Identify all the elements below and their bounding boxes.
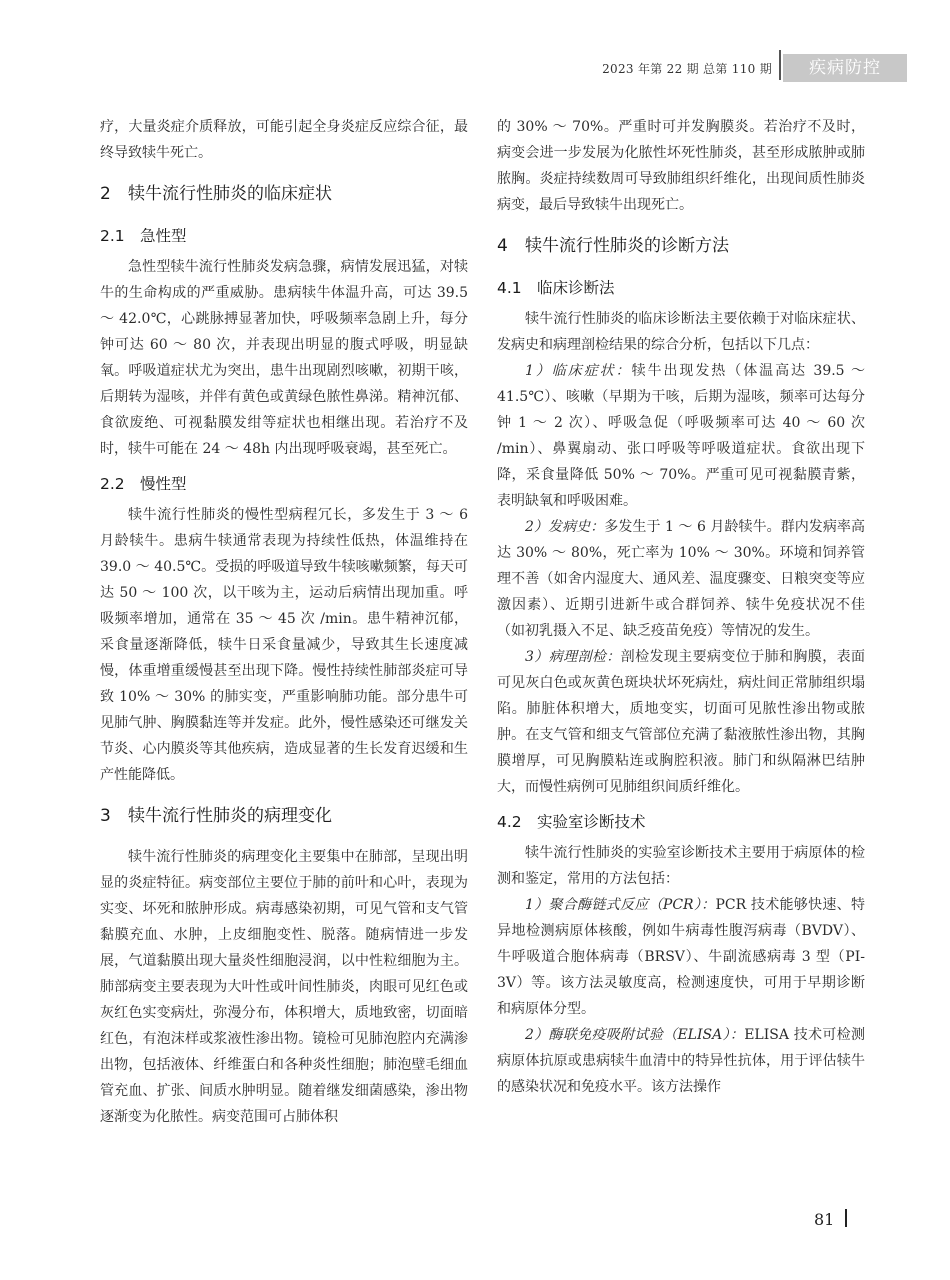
section-number: 4	[497, 236, 508, 256]
left-column	[100, 114, 468, 1130]
section-title: 犊牛流行性肺炎的临床症状	[128, 184, 332, 204]
section-title: 急性型	[140, 227, 187, 245]
header-issue: 2023 年第 22 期 总第 110 期	[602, 62, 772, 76]
list-item-label: 1）临床症状：	[525, 363, 632, 379]
page-number-bar	[845, 1209, 847, 1227]
right-column	[497, 114, 865, 1100]
header-divider	[779, 50, 781, 80]
lab-diagnosis-paragraph: 犊牛流行性肺炎的实验室诊断技术主要用于病原体的检测和鉴定，常用的方法包括：	[497, 845, 865, 887]
continued-paragraph: 的 30% ～ 70%。严重时可并发胸膜炎。若治疗不及时，病变会进一步发展为化脓性坏死性肺炎，甚至形成脓肿或肺脓胸。炎症持续数周可导致肺组织纤维化，出现间质性肺炎病变，最后导致犊牛出现死亡。	[497, 119, 865, 213]
list-item-clinical-symptoms	[497, 358, 865, 514]
section-title: 慢性型	[140, 475, 187, 493]
section-2-heading	[100, 180, 468, 208]
list-item-text: 剖检发现主要病变位于肺和胸膜，表面可见灰白色或灰黄色斑块状坏死病灶，病灶间正常肺组织塌陷。肺脏体积增大，质地变实，切面可见脓性渗出物或脓肿。在支气管和细支气管部位充满了黏液脓性渗出物，其胸膜增厚，可见胸膜粘连或胸腔积液。肺门和纵隔淋巴结肿大，而慢性病例可见肺组织间质纤维化。	[497, 649, 865, 795]
list-item-label: 2）发病史：	[525, 519, 605, 535]
section-number: 3	[100, 806, 111, 826]
list-item-text: ELISA 技术可检测病原体抗原或患病犊牛血清中的特异性抗体，用于评估犊牛的感染状况和免疫水平。该方法操作	[497, 1027, 866, 1095]
section-title: 犊牛流行性肺炎的病理变化	[128, 806, 332, 826]
section-title: 临床诊断法	[537, 279, 615, 297]
acute-type-paragraph: 急性型犊牛流行性肺炎发病急骤，病情发展迅猛，对犊牛的生命构成的严重威胁。患病犊牛体温升高，可达 39.5 ～ 42.0℃，心跳脉搏显著加快，呼吸频率急剧上升，每分钟可达 60 ～ 80 次，并表现出明显的腹式呼吸，明显缺氧。呼吸道症状尤为突出，患牛出现剧烈咳嗽，初期干咳，后期转为湿咳，并伴有黄色或黄绿色脓性鼻涕。精神沉郁、食欲废绝、可视黏膜发绀等症状也相继出现。若治疗不及时，犊牛可能在 24 ～ 48h 内出现呼吸衰竭，甚至死亡。	[100, 259, 468, 457]
list-item-elisa	[497, 1022, 865, 1100]
list-item-necropsy	[497, 644, 865, 800]
section-4-heading	[497, 232, 865, 260]
section-number: 2.2	[100, 475, 125, 493]
section-3-heading	[100, 802, 468, 830]
chronic-type-paragraph: 犊牛流行性肺炎的慢性型病程冗长，多发生于 3 ～ 6 月龄犊牛。患病牛犊通常表现为持续性低热，体温维持在 39.0 ～ 40.5℃。受损的呼吸道导致牛犊咳嗽频繁，每天可达 50 ～ 100 次，以干咳为主，运动后病情出现加重。呼吸频率增加，通常在 35 ～ 45 次 /min。患牛精神沉郁，采食量逐渐降低，犊牛日采食量减少，导致其生长速度减慢，体重增重缓慢甚至出现下降。慢性持续性肺部炎症可导致 10% ～ 30% 的肺实变，严重影响肺功能。部分患牛可见肺气肿、胸膜黏连等并发症。此外，慢性感染还可继发关节炎、心内膜炎等其他疾病，造成显著的生长发育迟缓和生产性能降低。	[100, 507, 468, 783]
section-4-2-heading	[497, 808, 865, 836]
list-item-text: PCR 技术能够快速、特异地检测病原体核酸，例如牛病毒性腹泻病毒（BVDV）、牛呼吸道合胞体病毒（BRSV）、牛副流感病毒 3 型（PI-3V）等。该方法灵敏度高，检测速度快，可用于早期诊断和病原体分型。	[497, 897, 865, 1017]
clinical-diagnosis-paragraph: 犊牛流行性肺炎的临床诊断法主要依赖于对临床症状、发病史和病理剖检结果的综合分析，包括以下几点：	[497, 311, 865, 353]
list-item-pcr	[497, 892, 865, 1022]
list-item-text: 多发生于 1 ～ 6 月龄犊牛。群内发病率高达 30% ～ 80%，死亡率为 10% ～ 30%。环境和饲养管理不善（如舍内湿度大、通风差、温度骤变、日粮突变等应激因素）、近期引进新牛或合群饲养、犊牛免疫状况不佳（如初乳摄入不足、缺乏疫苗免疫）等情况的发生。	[497, 519, 865, 639]
list-item-history	[497, 514, 865, 644]
pathology-paragraph: 犊牛流行性肺炎的病理变化主要集中在肺部，呈现出明显的炎症特征。病变部位主要位于肺的前叶和心叶，表现为实变、坏死和脓肿形成。病毒感染初期，可见气管和支气管黏膜充血、水肿，上皮细胞变性、脱落。随病情进一步发展，气道黏膜出现大量炎性细胞浸润，以中性粒细胞为主。肺部病变主要表现为大叶性或叶间性肺炎，肉眼可见红色或灰红色实变病灶，弥漫分布，体积增大，质地致密，切面暗红色，有泡沫样或浆液性渗出物。镜检可见肺泡腔内充满渗出物，包括液体、纤维蛋白和各种炎性细胞；肺泡壁毛细血管充血、扩张、间质水肿明显。随着继发细菌感染，渗出物逐渐变为化脓性。病变范围可占肺体积	[100, 849, 468, 1125]
list-item-label: 2）酶联免疫吸附试验（ELISA）：	[525, 1027, 745, 1043]
section-number: 4.2	[497, 813, 522, 831]
section-4-1-heading	[497, 274, 865, 302]
section-number: 2	[100, 184, 111, 204]
section-number: 4.1	[497, 279, 522, 297]
section-2-2-heading	[100, 470, 468, 498]
journal-section-tag: 疾病防控	[783, 54, 907, 82]
list-item-text: 犊牛出现发热（体温高达 39.5 ～ 41.5℃）、咳嗽（早期为干咳，后期为湿咳，频率可达每分钟 1 ～ 2 次）、呼吸急促（呼吸频率可达 40 ～ 60 次 /min）、鼻翼扇动、张口呼吸等呼吸道症状。食欲出现下降，采食量降低 50% ～ 70%。严重可见可视黏膜青紫，表明缺氧和呼吸困难。	[497, 363, 865, 509]
section-number: 2.1	[100, 227, 125, 245]
list-item-label: 3）病理剖检：	[525, 649, 621, 665]
section-2-1-heading	[100, 222, 468, 250]
page-number: 81	[814, 1210, 835, 1229]
section-title: 犊牛流行性肺炎的诊断方法	[525, 236, 729, 256]
section-title: 实验室诊断技术	[537, 813, 646, 831]
intro-paragraph: 疗，大量炎症介质释放，可能引起全身炎症反应综合征，最终导致犊牛死亡。	[100, 119, 468, 161]
list-item-label: 1）聚合酶链式反应（PCR）：	[525, 897, 716, 913]
